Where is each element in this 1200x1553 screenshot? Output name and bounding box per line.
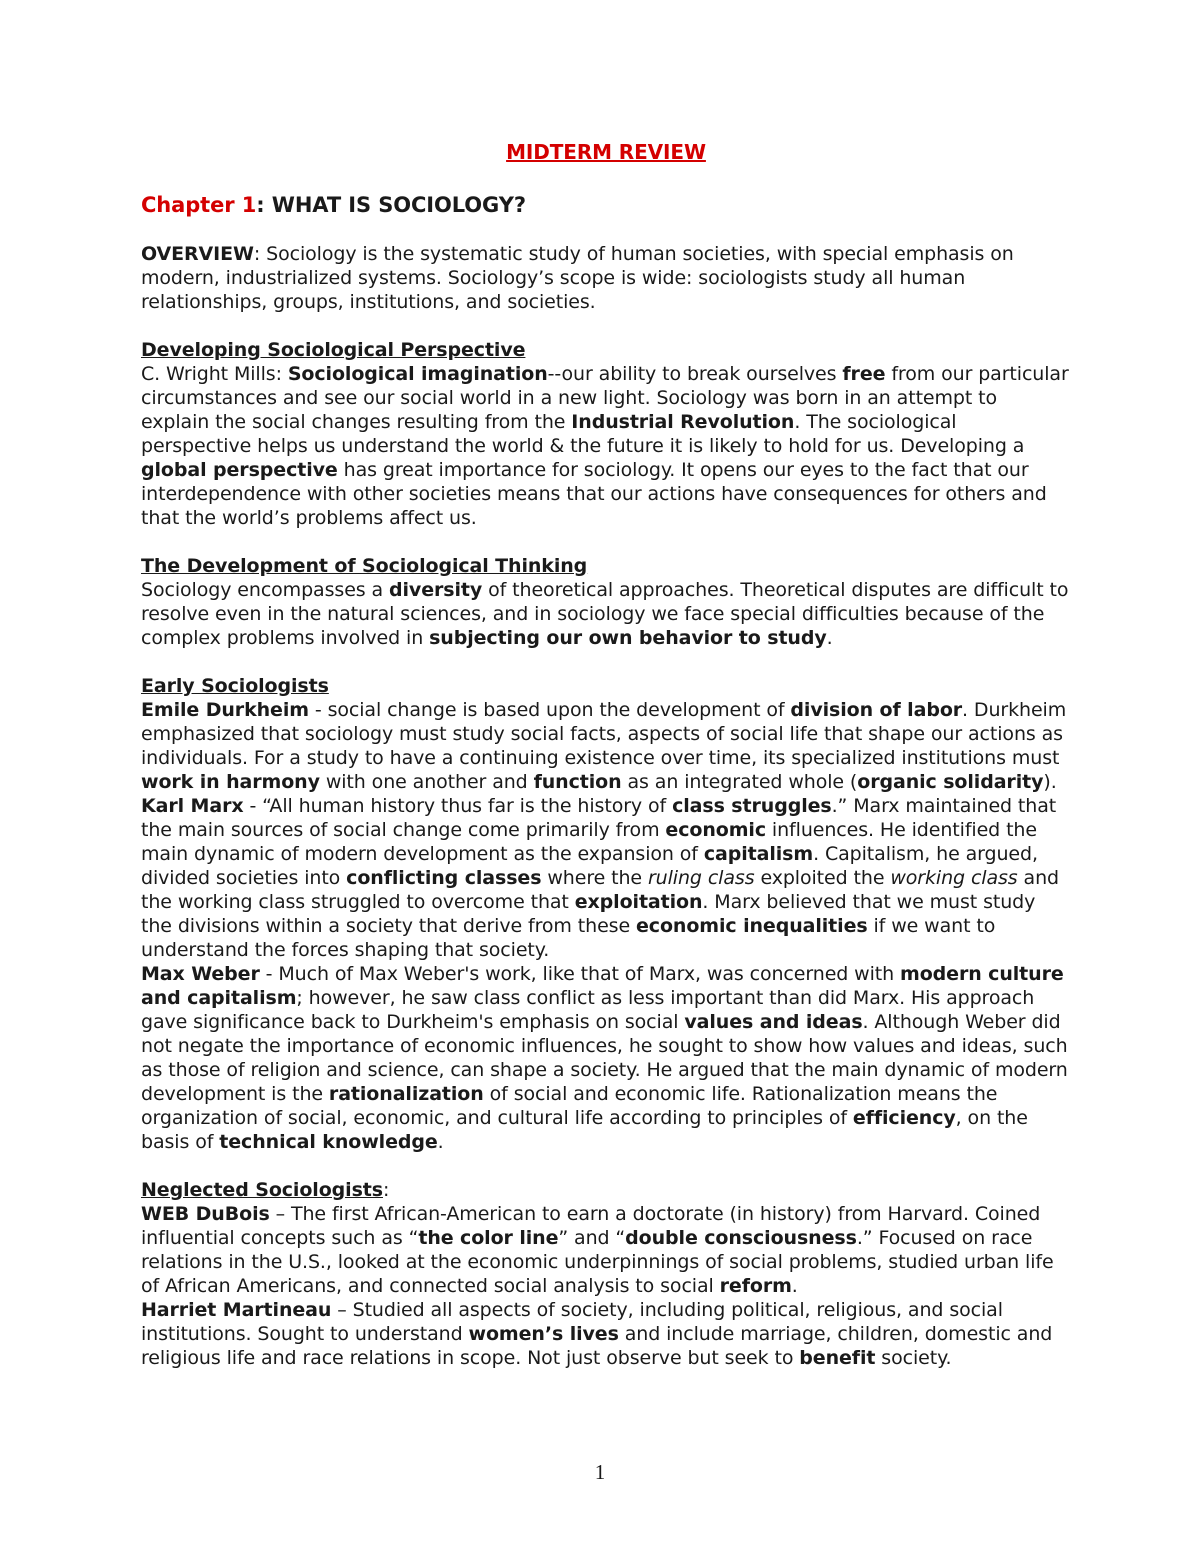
text-run: Sociology encompasses a	[141, 579, 390, 601]
bold-term: Industrial Revolution	[571, 411, 795, 433]
text-run: . Durkheim emphasized that sociology must study social facts, aspects of social life that shape our actions as individuals. For a study to have a continuing existence over time, its specialized institutions must	[141, 699, 1067, 769]
text-run: of social and economic life. Rationalization means the organization of social, economic, and cultural life according to principles of	[141, 1083, 998, 1129]
section-neglected-sociologists	[141, 1178, 1071, 1370]
person-name: Harriet Martineau	[141, 1299, 332, 1321]
section-heading-development: The Development of Sociological Thinking	[141, 555, 588, 577]
bold-term: economic inequalities	[636, 915, 868, 937]
text-run: ” and “	[558, 1227, 626, 1249]
page-title: MIDTERM REVIEW	[506, 140, 706, 164]
bold-term: Sociological imagination	[287, 363, 548, 385]
text-run: and include marriage, children, domestic and religious life and race relations in scope. Not just observe but seek to	[141, 1323, 1053, 1369]
text-run: - Much of Max Weber's work, like that of Marx, was concerned with	[259, 963, 901, 985]
durkheim-paragraph	[141, 698, 1071, 794]
text-run: society.	[875, 1347, 952, 1369]
text-run: with one another and	[319, 771, 534, 793]
bold-term: capitalism	[703, 843, 814, 865]
text-run: .” Focused on race relations in the U.S., looked at the economic underpinnings of social problems, studied urban life of African Americans, and connected social analysis to social	[141, 1227, 1054, 1297]
text-run: .” Marx maintained that the main sources of social change come primarily from	[141, 795, 1057, 841]
bold-term: rationalization	[328, 1083, 484, 1105]
overview-text: : Sociology is the systematic study of human societies, with special emphasis on modern, industrialized systems. Sociology’s scope is wide: sociologists study all human relationships, groups, institutions, and societies.	[141, 243, 1014, 313]
overview-paragraph	[141, 242, 1071, 314]
text-run: influences. He identified the main dynamic of modern development as the expansion of	[141, 819, 1037, 865]
text-run: exploited the	[754, 867, 891, 889]
section-heading-neglected-line	[141, 1178, 1071, 1202]
text-run: :	[382, 1179, 390, 1201]
text-run: from our particular circumstances and see our social world in a new light. Sociology was born in an attempt to explain the social changes resulting from the	[141, 363, 1069, 433]
text-run: . Marx believed that we must study the divisions within a society that derive from these	[141, 891, 1036, 937]
text-run: ).	[1043, 771, 1057, 793]
person-name: Karl Marx	[141, 795, 244, 817]
text-run: has great importance for sociology. It opens our eyes to the fact that our interdependence with other societies means that our actions have consequences for others and that the world’s problems affect us.	[141, 459, 1047, 529]
bold-term: diversity	[389, 579, 483, 601]
developing-paragraph	[141, 362, 1071, 530]
text-run: of theoretical approaches. Theoretical disputes are difficult to resolve even in the natural sciences, and in sociology we face special difficulties because of the complex problems involved in	[141, 579, 1069, 649]
text-run: C. Wright Mills:	[141, 363, 288, 385]
person-name: WEB DuBois	[141, 1203, 270, 1225]
text-run: ; however, he saw class conflict as less important than did Marx. His approach gave significance back to Durkheim's emphasis on social	[141, 987, 1035, 1033]
text-run: – Studied all aspects of society, including political, religious, and social institutions. Sought to understand	[141, 1299, 1003, 1345]
page-number: 1	[594, 1460, 606, 1484]
bold-term: free	[842, 363, 886, 385]
italic-term: working class	[890, 867, 1018, 889]
bold-term: economic	[665, 819, 766, 841]
bold-term: efficiency	[852, 1107, 956, 1129]
bold-term: double consciousness	[625, 1227, 857, 1249]
text-run: - social change is based upon the development of	[308, 699, 791, 721]
section-heading-developing: Developing Sociological Perspective	[141, 339, 526, 361]
weber-paragraph	[141, 962, 1071, 1154]
bold-term: organic solidarity	[857, 771, 1044, 793]
text-run: - “All human history thus far is the history of	[243, 795, 673, 817]
text-run: – The first African-American to earn a doctorate (in history) from Harvard. Coined influential concepts such as “	[141, 1203, 1041, 1249]
section-heading-neglected: Neglected Sociologists	[141, 1179, 383, 1201]
development-paragraph	[141, 578, 1071, 650]
text-run: if we want to understand the forces shaping that society.	[141, 915, 996, 961]
overview-label: OVERVIEW	[141, 243, 254, 265]
section-developing	[141, 338, 1071, 530]
text-run: where the	[541, 867, 648, 889]
text-run: , on the basis of	[141, 1107, 1028, 1153]
document-body	[141, 140, 1071, 1370]
bold-term: subjecting our own behavior to study	[429, 627, 827, 649]
chapter-label: Chapter 1	[141, 193, 257, 217]
bold-term: modern culture and capitalism	[141, 963, 1064, 1009]
marx-paragraph	[141, 794, 1071, 962]
text-run: . Although Weber did not negate the importance of economic influences, he sought to show how values and ideas, such as those of religion and science, can shape a society. He argued that the main dynamic of modern development is the	[141, 1011, 1068, 1105]
text-run: . The sociological perspective helps us understand the world & the future it is likely to hold for us. Developing a	[141, 411, 1025, 457]
text-run: and the working class struggled to overcome that	[141, 867, 1059, 913]
bold-term: function	[533, 771, 622, 793]
section-heading-early: Early Sociologists	[141, 675, 329, 697]
chapter-title: WHAT IS SOCIOLOGY?	[264, 193, 526, 217]
text-run: .	[826, 627, 833, 649]
bold-term: reform	[719, 1275, 792, 1297]
bold-term: exploitation	[574, 891, 703, 913]
text-run: .	[437, 1131, 444, 1153]
text-run: . Capitalism, he argued, divided societies into	[141, 843, 1038, 889]
dubois-paragraph	[141, 1202, 1071, 1298]
bold-term: technical knowledge	[219, 1131, 438, 1153]
text-run: .	[791, 1275, 798, 1297]
italic-term: ruling class	[647, 867, 755, 889]
section-early-sociologists	[141, 674, 1071, 1154]
bold-term: work in harmony	[141, 771, 320, 793]
bold-term: division of labor	[790, 699, 963, 721]
bold-term: conflicting classes	[346, 867, 542, 889]
chapter-colon: :	[256, 193, 265, 217]
text-run: --our ability to break ourselves	[547, 363, 843, 385]
text-run: as an integrated whole (	[621, 771, 858, 793]
person-name: Emile Durkheim	[141, 699, 309, 721]
chapter-heading	[141, 192, 1071, 218]
bold-term: benefit	[799, 1347, 876, 1369]
section-development	[141, 554, 1071, 650]
bold-term: class struggles	[672, 795, 832, 817]
bold-term: values and ideas	[684, 1011, 863, 1033]
bold-term: the color line	[418, 1227, 559, 1249]
person-name: Max Weber	[141, 963, 260, 985]
martineau-paragraph	[141, 1298, 1071, 1370]
bold-term: global perspective	[141, 459, 338, 481]
bold-term: women’s lives	[468, 1323, 619, 1345]
